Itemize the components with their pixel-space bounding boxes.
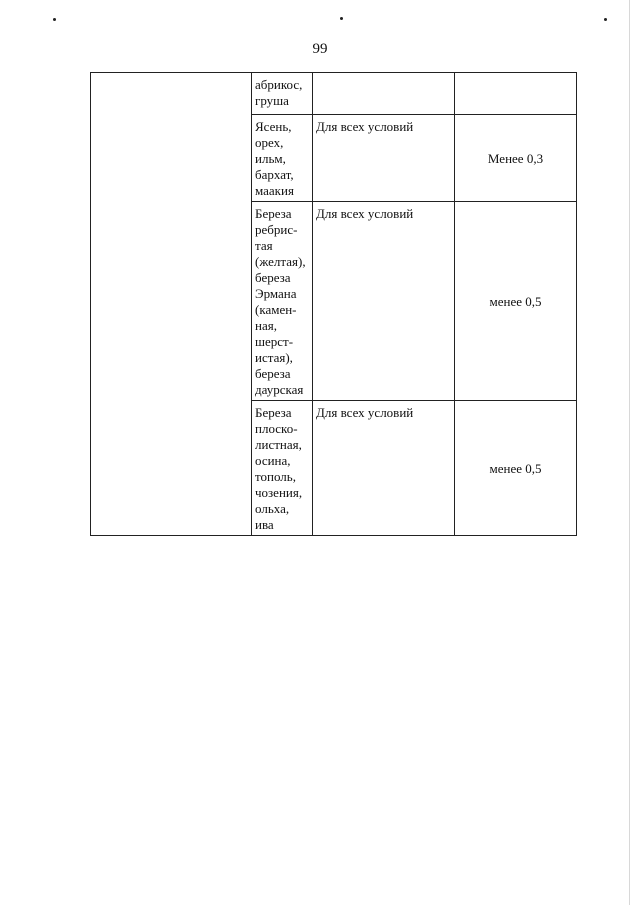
condition-cell: Для всех условий: [313, 401, 455, 536]
value-cell: [455, 73, 577, 115]
table-row: [91, 73, 577, 115]
species-cell: [252, 73, 313, 115]
value-cell: менее 0,5: [455, 202, 577, 401]
merged-empty-cell: [91, 73, 252, 536]
condition-cell: [313, 73, 455, 115]
scan-mark-center: [340, 17, 343, 20]
species-text: Береза плоско- листная, осина, тополь, чозения, ольха, ива: [255, 405, 303, 532]
value-cell: Менее 0,3: [455, 115, 577, 202]
species-cell: [252, 115, 313, 202]
species-text: Береза ребрис- тая (желтая), береза Эрмана (камен- ная, шерст- истая), береза даурская: [255, 206, 306, 397]
scan-edge-line: [629, 0, 630, 905]
value-cell: менее 0,5: [455, 401, 577, 536]
species-cell: [252, 401, 313, 536]
condition-cell: Для всех условий: [313, 202, 455, 401]
page-number: 99: [312, 41, 328, 57]
species-text: абрикос, груша: [255, 77, 303, 108]
scan-mark-left: [53, 18, 56, 21]
species-cell: [252, 202, 313, 401]
condition-cell: Для всех условий: [313, 115, 455, 202]
data-table: [90, 72, 577, 536]
species-text: Ясень, орех, ильм, бархат, маакия: [255, 119, 294, 198]
scan-mark-right: [604, 18, 607, 21]
